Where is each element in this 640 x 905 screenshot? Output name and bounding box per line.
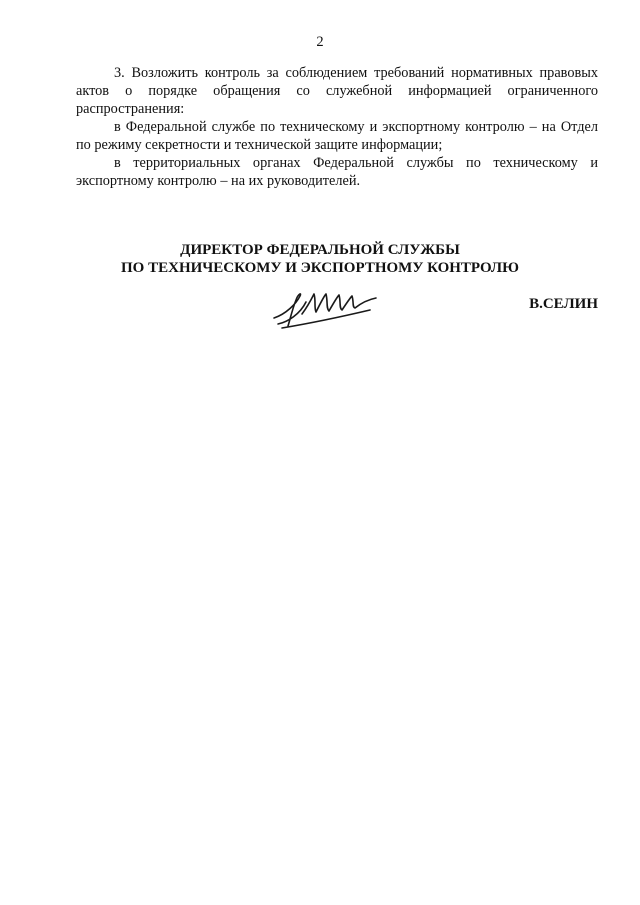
paragraph-federal-service: в Федеральной службе по техническому и экспортному контролю – на Отдел по режиму секретности и технической защите информации; <box>76 119 598 153</box>
signatory-title-line-2: ПО ТЕХНИЧЕСКОМУ И ЭКСПОРТНОМУ КОНТРОЛЮ <box>121 260 519 276</box>
handwritten-signature <box>266 284 386 332</box>
signer-name: В.СЕЛИН <box>529 296 598 312</box>
signatory-title <box>0 241 640 277</box>
page-number: 2 <box>316 34 324 50</box>
paragraph-territorial-bodies: в территориальных органах Федеральной службы по техническому и экспортному контролю – на их руководителей. <box>76 155 598 189</box>
paragraph-control-assignment: 3. Возложить контроль за соблюдением требований нормативных правовых актов о порядке обращения со служебной информацией ограниченного распространения: <box>76 65 598 117</box>
document-body <box>76 64 598 190</box>
signatory-title-line-1: ДИРЕКТОР ФЕДЕРАЛЬНОЙ СЛУЖБЫ <box>180 242 460 258</box>
